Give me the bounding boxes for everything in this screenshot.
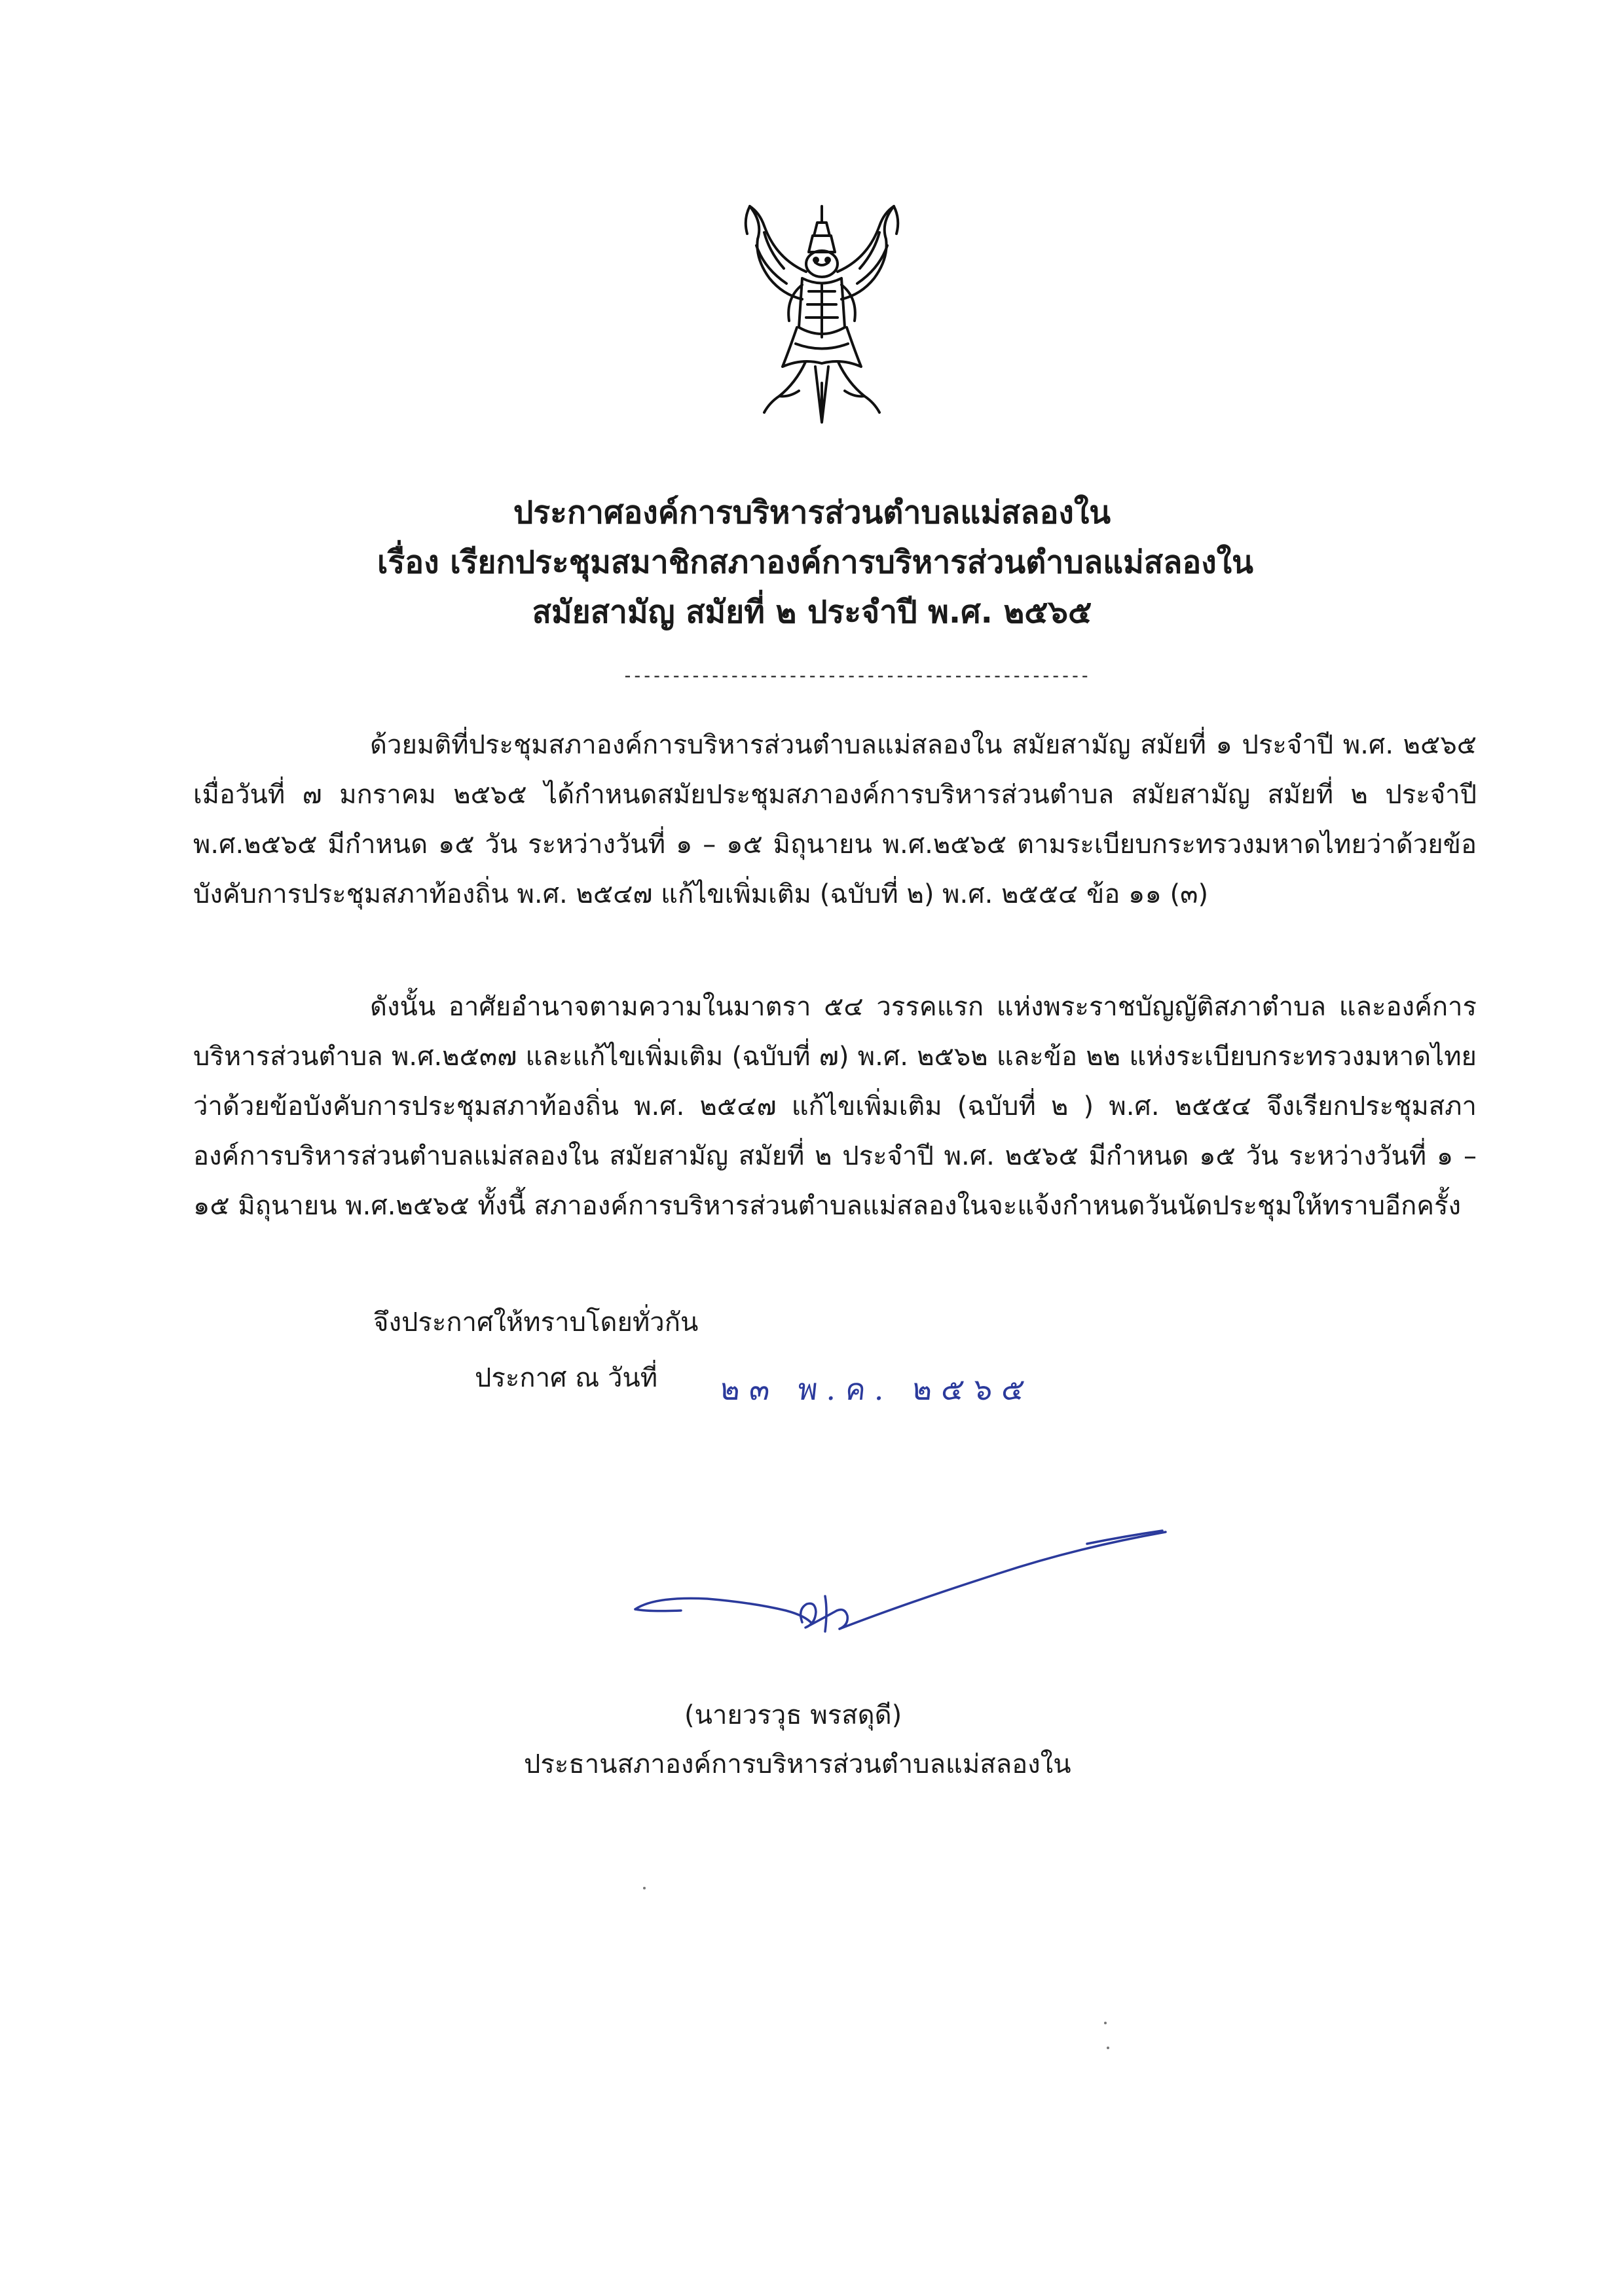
title-line-subject: เรื่อง เรียกประชุมสมาชิกสภาองค์การบริหารส่วนตำบลแม่สลองใน <box>377 544 1253 581</box>
paragraph-2-text: ดังนั้น อาศัยอำนาจตามความในมาตรา ๕๔ วรรคแรก แห่งพระราชบัญญัติสภาตำบล และองค์การบริหารส่วนตำบล พ.ศ.๒๕๓๗ และแก้ไขเพิ่มเติม (ฉบับที่ ๗) พ.ศ. ๒๕๖๒ และข้อ ๒๒ แห่งระเบียบกระทรวงมหาดไทยว่าด้วยข้อบังคับการประชุมสภาท้องถิ่น พ.ศ. ๒๕๔๗ แก้ไขเพิ่มเติม (ฉบับที่ ๒ ) พ.ศ. ๒๕๕๔ จึงเรียกประชุมสภาองค์การบริหารส่วนตำบลแม่สลองใน สมัยสามัญ สมัยที่ ๒ ประจำปี พ.ศ. ๒๕๖๕ มีกำหนด ๑๕ วัน ระหว่างวันที่ ๑ – ๑๕ มิถุนายน พ.ศ.๒๕๖๕ ทั้งนี้ สภาองค์การบริหารส่วนตำบลแม่สลองในจะแจ้งกำหนดวันนัดประชุมให้ทราบอีกครั้ง <box>193 992 1477 1221</box>
signer-name: (นายวรวุธ พรสดุดี) <box>684 1700 902 1730</box>
scan-speck <box>1107 2047 1109 2049</box>
paragraph-1 <box>193 720 1477 919</box>
announced-date-label: ประกาศ ณ วันที่ <box>475 1363 658 1393</box>
signer-position: ประธานสภาองค์การบริหารส่วนตำบลแม่สลองใน <box>524 1749 1071 1779</box>
scan-speck <box>643 1887 646 1889</box>
closing-statement: จึงประกาศให้ทราบโดยทั่วกัน <box>373 1307 699 1338</box>
garuda-emblem-icon <box>724 187 920 435</box>
title-line-announcement: ประกาศองค์การบริหารส่วนตำบลแม่สลองใน <box>513 494 1111 531</box>
signature <box>629 1512 1172 1656</box>
scan-speck <box>1104 2022 1107 2024</box>
handwritten-date: ๒๓ พ.ค. ๒๕๖๕ <box>718 1372 1036 1407</box>
paragraph-2 <box>193 982 1477 1231</box>
title-line-session: สมัยสามัญ สมัยที่ ๒ ประจำปี พ.ศ. ๒๕๖๕ <box>532 594 1092 630</box>
document-title <box>262 488 1362 637</box>
title-separator: ------------------------------------------------ <box>622 665 1090 686</box>
paragraph-1-text: ด้วยมติที่ประชุมสภาองค์การบริหารส่วนตำบลแม่สลองใน สมัยสามัญ สมัยที่ ๑ ประจำปี พ.ศ. ๒๕๖๕ เมื่อวันที่ ๗ มกราคม ๒๕๖๕ ได้กำหนดสมัยประชุมสภาองค์การบริหารส่วนตำบล สมัยสามัญ สมัยที่ ๒ ประจำปี พ.ศ.๒๕๖๕ มีกำหนด ๑๕ วัน ระหว่างวันที่ ๑ – ๑๕ มิถุนายน พ.ศ.๒๕๖๕ ตามระเบียบกระทรวงมหาดไทยว่าด้วยข้อบังคับการประชุมสภาท้องถิ่น พ.ศ. ๒๕๔๗ แก้ไขเพิ่มเติม (ฉบับที่ ๒) พ.ศ. ๒๕๕๔ ข้อ ๑๑ (๓) <box>193 730 1477 909</box>
